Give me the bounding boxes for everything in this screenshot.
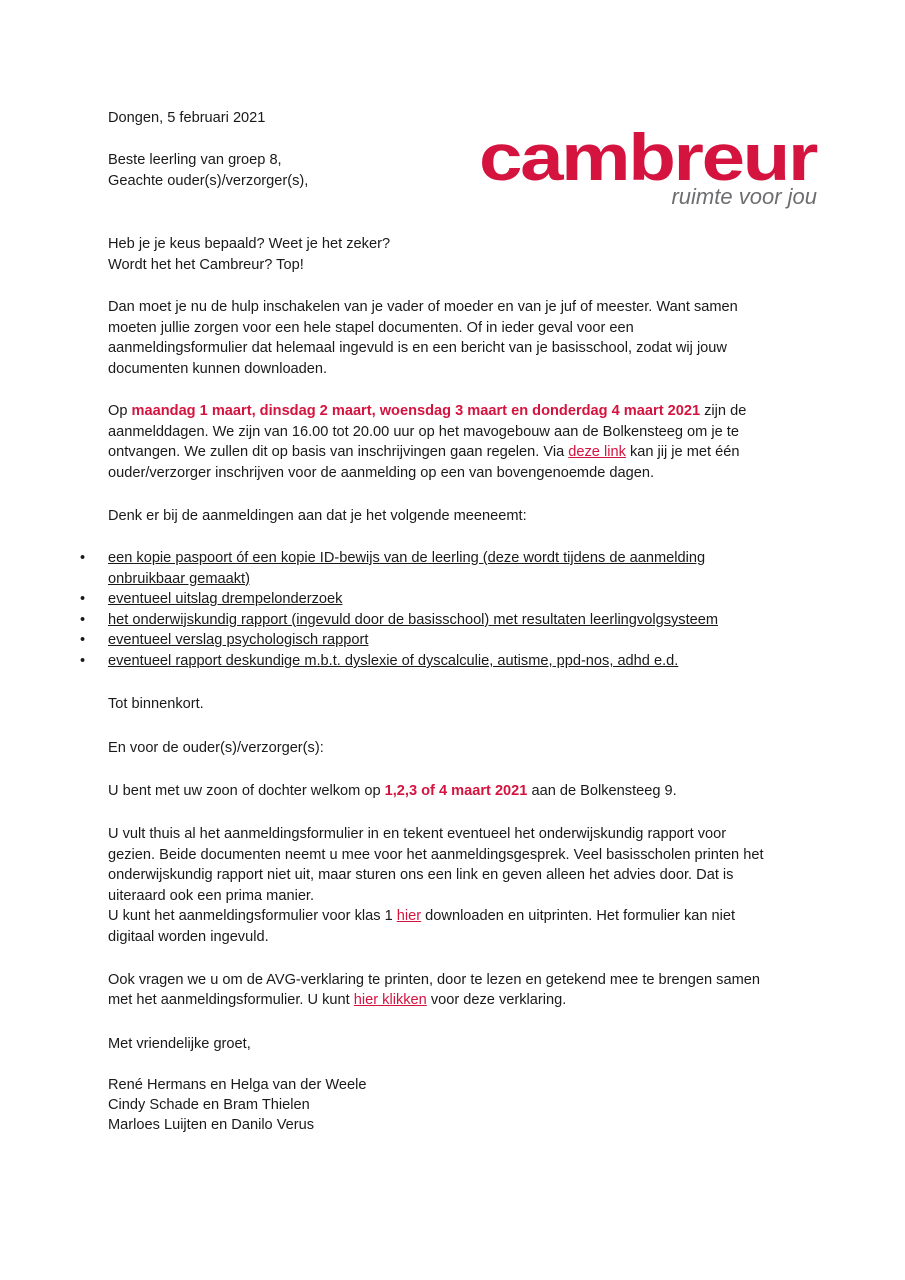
list-item <box>80 548 718 569</box>
documents-list <box>80 548 718 672</box>
form-download-link[interactable]: hier <box>396 908 422 924</box>
list-item <box>80 610 718 631</box>
signature-line-1: René Hermans en Helga van der Weele <box>108 1077 367 1093</box>
bullet-icon: • <box>80 550 86 566</box>
welcome-line <box>108 781 677 802</box>
para5-text: voor deze verklaring. <box>426 992 567 1008</box>
para4-line-4: uiteraard ook een prima manier. <box>108 888 315 904</box>
list-item-text: eventueel verslag psychologisch rapport <box>108 632 369 649</box>
bullet-icon: • <box>80 611 86 628</box>
para5-text: met het aanmeldingsformulier. U kunt <box>108 992 354 1008</box>
para2-text: Op <box>108 403 132 419</box>
salutation-students: Beste leerling van groep 8, <box>108 152 282 168</box>
list-item-text: een kopie paspoort óf een kopie ID-bewijs van de leerling (deze wordt tijdens de aanmelding <box>108 550 706 566</box>
para2-line-3 <box>108 442 739 463</box>
list-item <box>80 630 718 651</box>
para4-text: U kunt het aanmeldingsformulier voor klas 1 <box>108 908 397 924</box>
date-line: Dongen, 5 februari 2021 <box>108 110 266 126</box>
salutation-parents: Geachte ouder(s)/verzorger(s), <box>108 173 309 189</box>
para1-line-1: Dan moet je nu de hulp inschakelen van je vader of moeder en van je juf of meester. Want samen <box>108 299 738 315</box>
para2-text: kan jij je met één <box>625 444 740 460</box>
cambreur-logo <box>476 126 821 212</box>
para2-line-1 <box>108 401 746 422</box>
para2-line-4: ouder/verzorger inschrijven voor de aanmelding op een van bovengenoemde dagen. <box>108 465 655 481</box>
registration-link[interactable]: deze link <box>568 444 626 460</box>
logo-wordmark: cambreur <box>479 126 818 194</box>
para4-line-5 <box>108 906 735 927</box>
intro-line-2: Wordt het het Cambreur? Top! <box>108 257 304 273</box>
para2-text: zijn de <box>700 403 747 419</box>
bullet-icon: • <box>80 591 86 608</box>
list-item-text: eventueel rapport deskundige m.b.t. dyslexie of dyscalculie, autisme, ppd-nos, adhd e.d. <box>108 652 679 669</box>
para4-text: downloaden en uitprinten. Het formulier kan niet <box>421 908 736 924</box>
para5-line-2 <box>108 990 566 1011</box>
tot-binnenkort: Tot binnenkort. <box>108 696 204 712</box>
signature-line-3: Marloes Luijten en Danilo Verus <box>108 1117 315 1133</box>
closing: Met vriendelijke groet, <box>108 1036 251 1052</box>
bullet-icon: • <box>80 632 86 649</box>
para4-line-1: U vult thuis al het aanmeldingsformulier in en tekent eventueel het onderwijskundig rapport voor <box>108 826 727 842</box>
para3: Denk er bij de aanmeldingen aan dat je het volgende meeneemt: <box>108 508 527 524</box>
para4-line-2: gezien. Beide documenten neemt u mee voor het aanmeldingsgesprek. Veel basisscholen printen het <box>108 847 764 863</box>
list-item <box>80 589 718 610</box>
bullet-icon: • <box>80 652 86 669</box>
avg-declaration-link[interactable]: hier klikken <box>353 992 427 1008</box>
parents-heading: En voor de ouder(s)/verzorger(s): <box>108 740 324 756</box>
list-item-text: eventueel uitslag drempelonderzoek <box>108 591 343 608</box>
list-item-continuation <box>80 569 718 590</box>
para1-line-2: moeten jullie zorgen voor een hele stapel documenten. Of in ieder geval voor een <box>108 320 634 336</box>
para5-line-1: Ook vragen we u om de AVG-verklaring te printen, door te lezen en getekend mee te brengen samen <box>108 972 760 988</box>
welcome-dates: 1,2,3 of 4 maart 2021 <box>384 783 528 799</box>
para1-line-4: documenten kunnen downloaden. <box>108 361 328 377</box>
para2-text: ontvangen. We zullen dit op basis van inschrijvingen gaan regelen. Via <box>108 444 569 460</box>
intro-line-1: Heb je je keus bepaald? Weet je het zeker? <box>108 236 391 252</box>
para4-line-3: onderwijskundig rapport niet uit, maar sturen ons een link en geven alleen het advies door. Dat is <box>108 867 734 883</box>
para2-line-2: aanmelddagen. We zijn van 16.00 tot 20.00 uur op het mavogebouw aan de Bolkensteeg om je te <box>108 424 739 440</box>
list-item-text: het onderwijskundig rapport (ingevuld door de basisschool) met resultaten leerlingvolgsysteem <box>108 611 719 628</box>
welcome-text: U bent met uw zoon of dochter welkom op <box>108 783 385 799</box>
signature-line-2: Cindy Schade en Bram Thielen <box>108 1097 310 1113</box>
list-item <box>80 651 718 672</box>
para4-line-6: digitaal worden ingevuld. <box>108 929 269 945</box>
para1-line-3: aanmeldingsformulier dat helemaal ingevuld is en een bericht van je basisschool, zodat wij jouw <box>108 340 727 356</box>
registration-days: maandag 1 maart, dinsdag 2 maart, woensdag 3 maart en donderdag 4 maart 2021 <box>131 403 701 419</box>
logo-tagline: ruimte voor jou <box>671 184 817 209</box>
welcome-text: aan de Bolkensteeg 9. <box>527 783 677 799</box>
list-item-text: onbruikbaar gemaakt) <box>108 570 250 587</box>
